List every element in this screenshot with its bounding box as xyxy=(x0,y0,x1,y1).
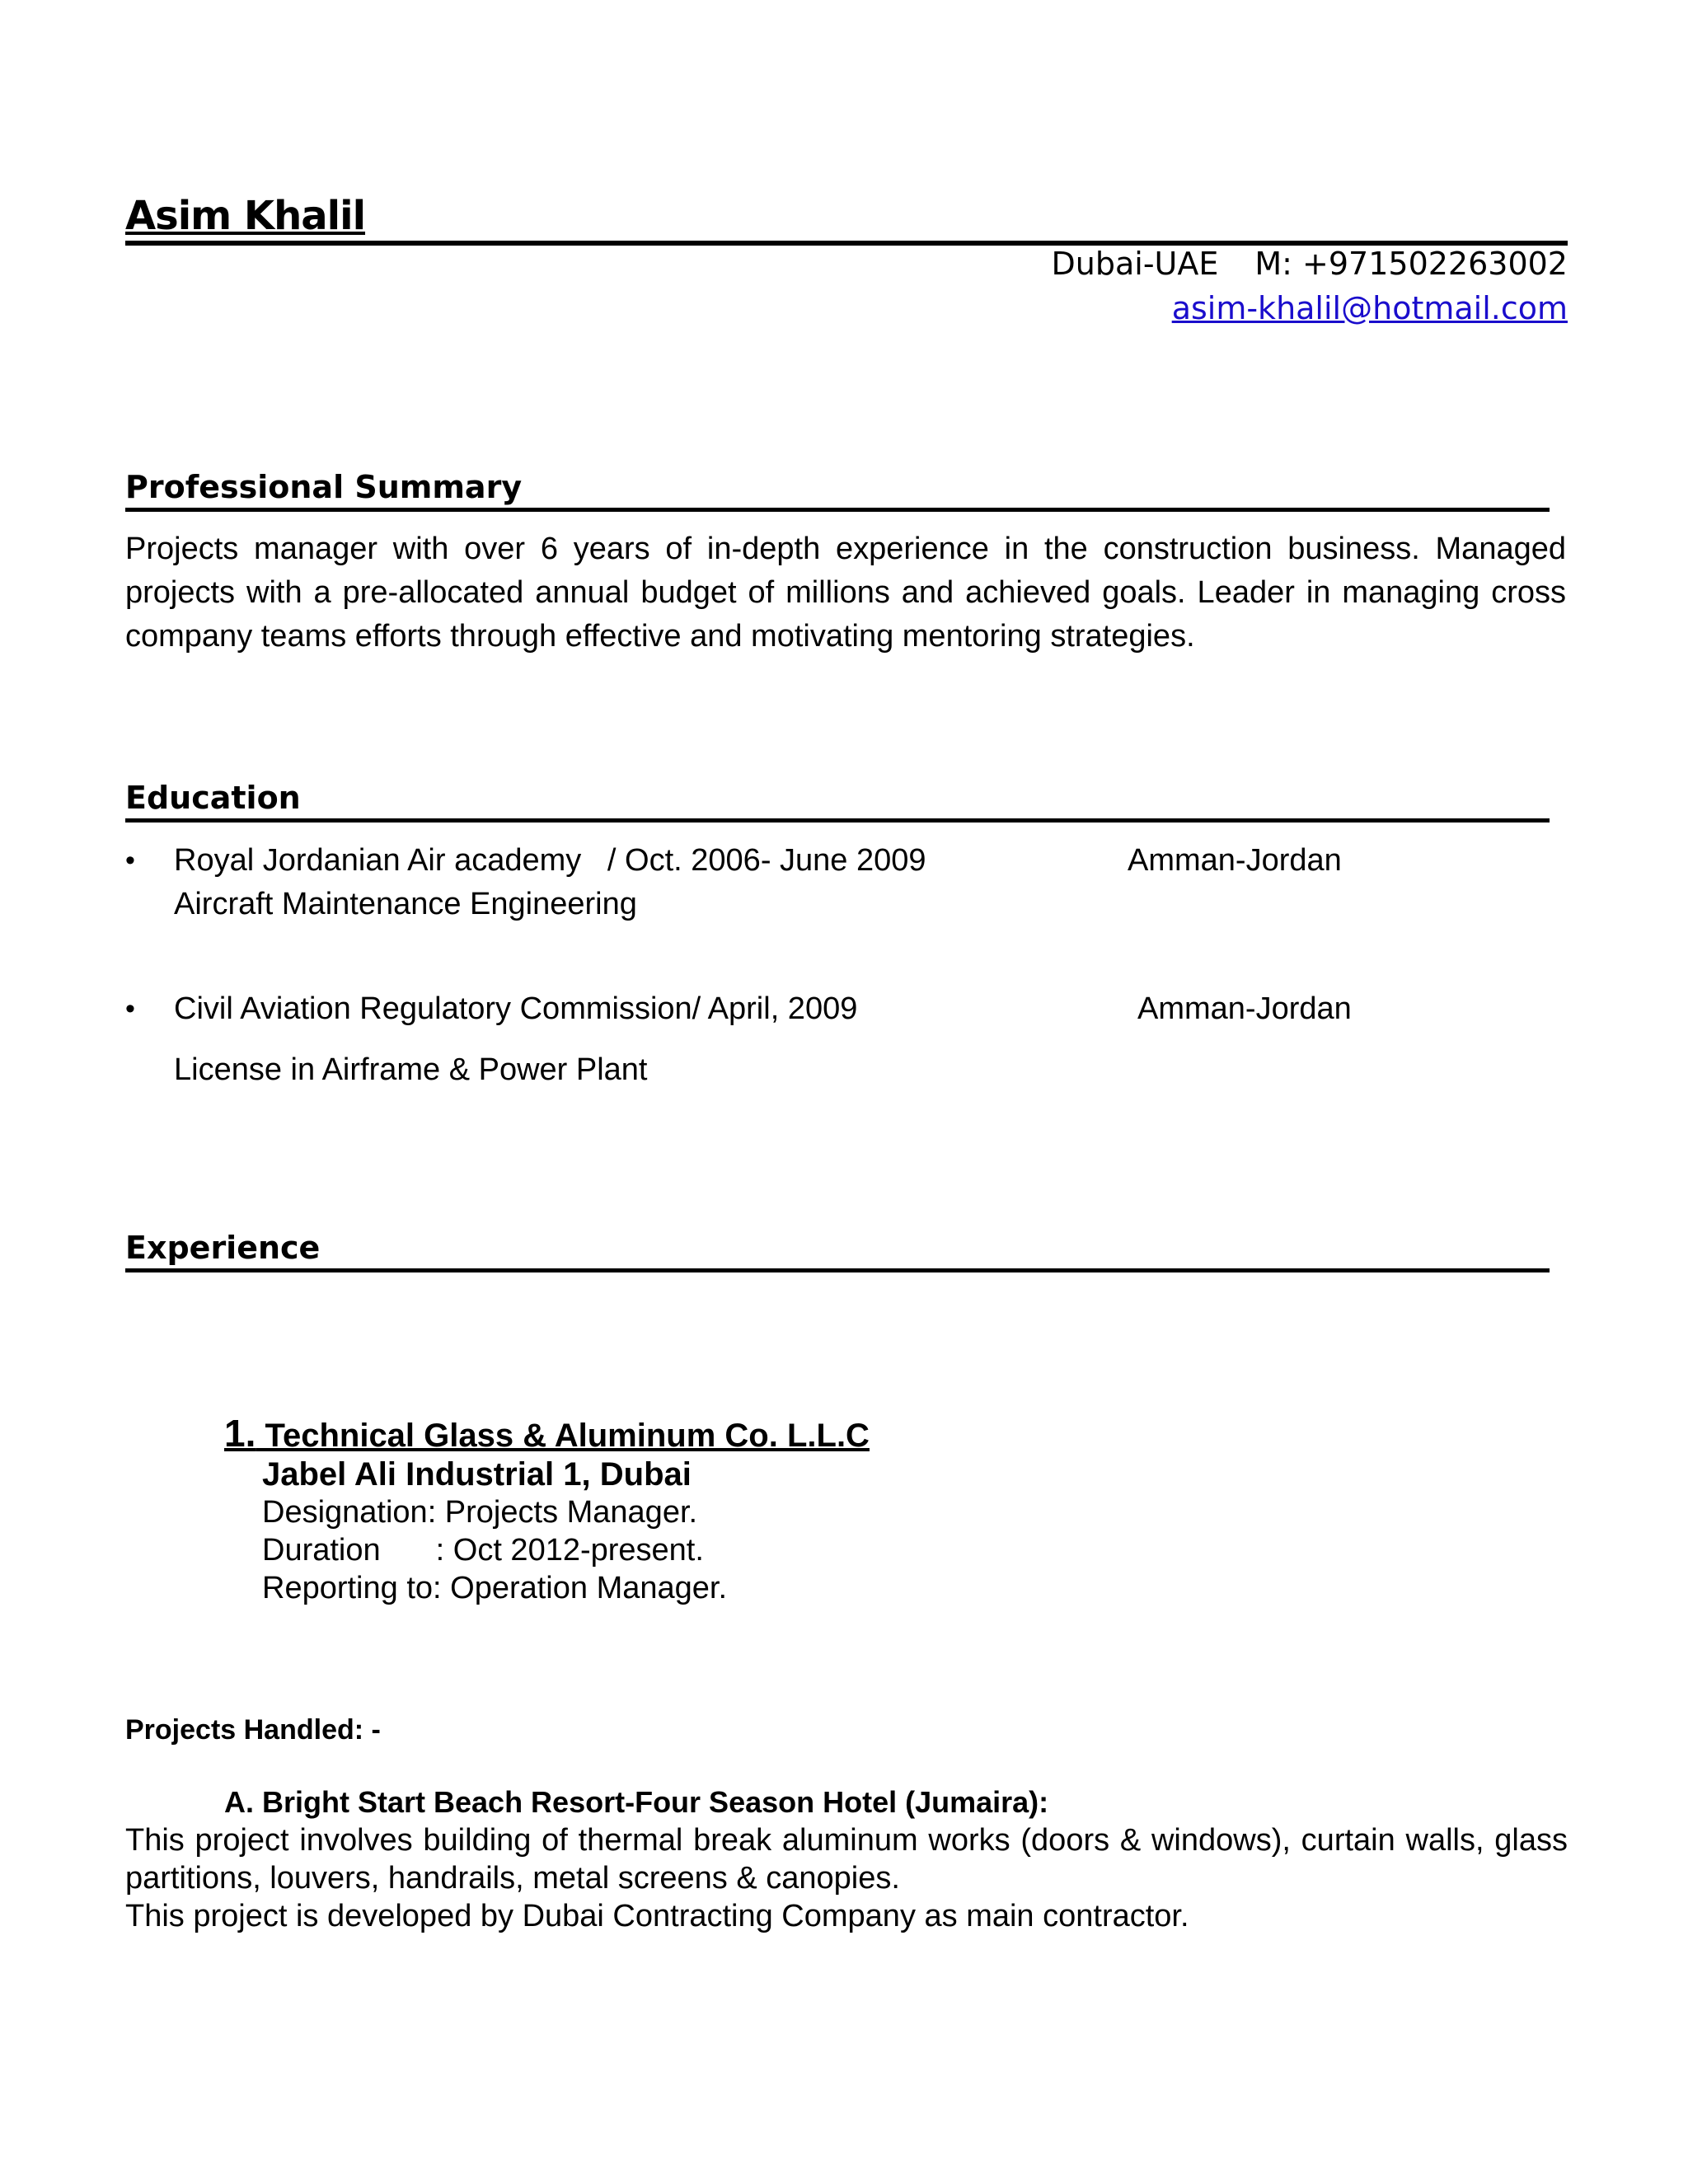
email-link[interactable]: asim-khalil@hotmail.com xyxy=(1171,290,1568,326)
contact-line xyxy=(1052,246,1568,282)
phone-text: M: +971502263002 xyxy=(1254,246,1568,282)
company-name: Technical Glass & Aluminum Co. L.L.C xyxy=(265,1418,870,1454)
education-heading-text: Education xyxy=(125,780,301,816)
duration-line xyxy=(262,1531,727,1569)
education-detail: License in Airframe & Power Plant xyxy=(174,1052,648,1087)
education-institution: Royal Jordanian Air academy / Oct. 2006- June 2009 xyxy=(174,843,926,878)
summary-heading xyxy=(125,466,1550,512)
reporting-text: Reporting to: Operation Manager. xyxy=(262,1571,728,1605)
name-header xyxy=(125,191,1568,246)
project-description xyxy=(125,1821,1568,1935)
duration-value: : Oct 2012-present. xyxy=(435,1533,704,1568)
education-heading xyxy=(125,777,1550,823)
education-institution: Civil Aviation Regulatory Commission/ April, 2009 xyxy=(174,991,858,1026)
experience-heading xyxy=(125,1227,1550,1272)
location-text: Dubai-UAE xyxy=(1051,246,1219,282)
bullet-icon: • xyxy=(125,845,135,876)
project-desc-paragraph: This project is developed by Dubai Contracting Company as main contractor. xyxy=(125,1899,1189,1933)
project-desc-paragraph: This project involves building of thermal break aluminum works (doors & windows), curtain walls, glass partitions, louvers, handrails, metal screens & canopies. xyxy=(125,1823,1568,1896)
duration-label: Duration xyxy=(262,1533,381,1568)
company-location: Jabel Ali Industrial 1, Dubai xyxy=(262,1456,692,1493)
company-title xyxy=(224,1411,870,1455)
summary-paragraph: Projects manager with over 6 years of in-depth experience in the construction business. Managed projects with a pre-allocated annual budget of millions and achieved goals. Leader in managing cross company teams efforts through effective and motivating mentoring strategies. xyxy=(125,532,1566,654)
summary-heading-text: Professional Summary xyxy=(125,469,523,505)
company-number: 1. xyxy=(224,1412,256,1455)
projects-handled-label: Projects Handled: - xyxy=(125,1714,381,1746)
education-location: Amman-Jordan xyxy=(1137,991,1352,1026)
bullet-icon: • xyxy=(125,993,135,1024)
education-location: Amman-Jordan xyxy=(1128,843,1342,878)
education-detail: Aircraft Maintenance Engineering xyxy=(174,887,637,921)
job-details xyxy=(262,1455,727,1607)
project-title: A. Bright Start Beach Resort-Four Season Hotel (Jumaira): xyxy=(224,1785,1049,1819)
candidate-name: Asim Khalil xyxy=(125,193,366,239)
designation-text: Designation: Projects Manager. xyxy=(262,1495,698,1530)
experience-heading-text: Experience xyxy=(125,1230,321,1266)
